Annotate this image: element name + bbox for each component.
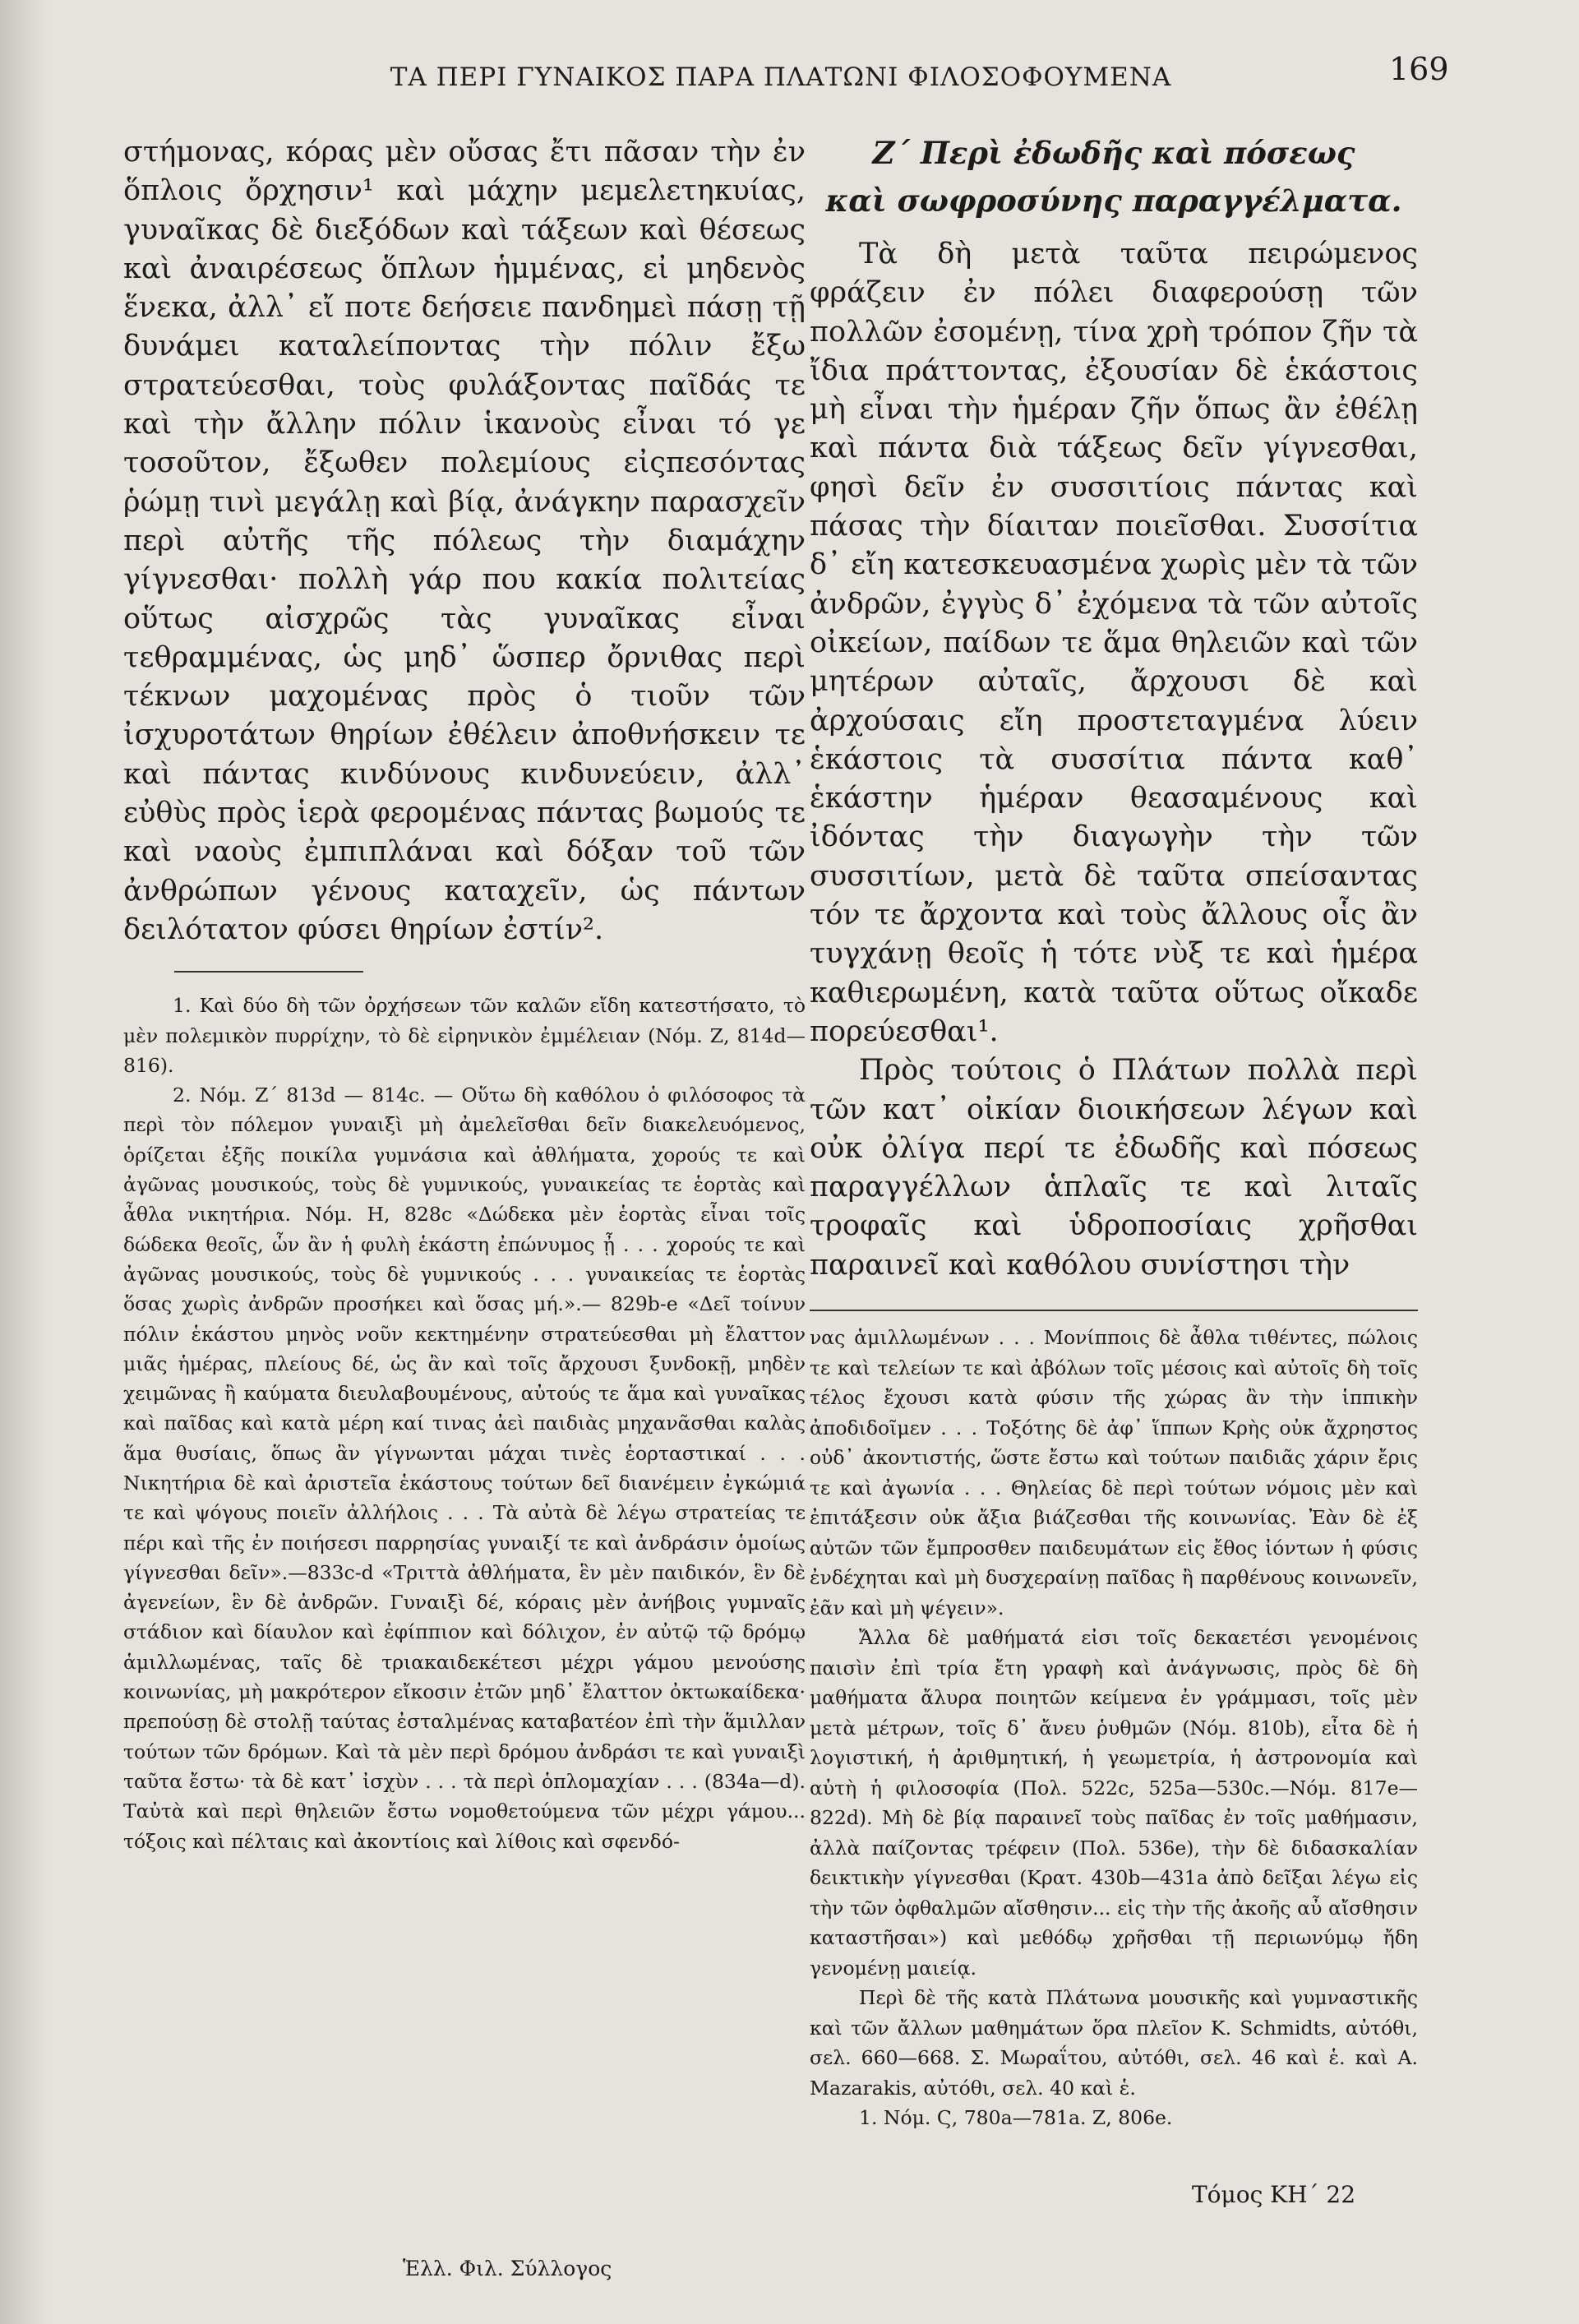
running-title: ΤΑ ΠΕΡΙ ΓΥΝΑΙΚΟΣ ΠΑΡΑ ΠΛΑΤΩΝΙ ΦΙΛΟΣΟΦΟΥΜΕΝΑ (390, 62, 1172, 92)
signature-mark: Ἑλλ. Φιλ. Σύλλογος (403, 2257, 612, 2280)
right-paragraph-1: Τὰ δὴ μετὰ ταῦτα πειρώμενος φράζειν ἐν πόλει διαφερούσῃ τῶν πολλῶν ἐσομένῃ, τίνα χρὴ τρόπον ζῆν τὰ ἴδια πράττοντας, ἐξουσίαν δὲ ἑκάστοις μὴ εἶναι τὴν ἡμέραν ζῆν ὅπως ἂν ἐθέλῃ καὶ πάντα διὰ τάξεως δεῖν γίγνεσθαι, φησὶ δεῖν ἐν συσσιτίοις πάντας καὶ πάσας τὴν δίαιταν ποιεῖσθαι. Συσσίτια δ᾽ εἴη κατεσκευασμένα χωρὶς μὲν τὰ τῶν ἀνδρῶν, ἐγγὺς δ᾽ ἐχόμενα τὰ τῶν αὐτοῖς οἰκείων, παίδων τε ἅμα θηλειῶν καὶ τῶν μητέρων αὐταῖς, ἄρχουσι δὲ καὶ ἀρχούσαις εἴη προστεταγμένα λύειν ἑκάστοις τὰ συσσίτια πάντα καθ᾽ ἑκάστην ἡμέραν θεασαμένους καὶ ἰδόντας τὴν διαγωγὴν τὴν τῶν συσσιτίων, μετὰ δὲ ταῦτα σπείσαντας τόν τε ἄρχοντα καὶ τοὺς ἄλλους οἷς ἂν τυγχάνῃ θεοῖς ἡ τότε νὺξ τε καὶ ἡμέρα καθιερωμένη, κατὰ ταῦτα οὕτως οἴκαδε πορεύεσθαι¹. (810, 238, 1418, 1048)
page-number: 169 (1389, 51, 1449, 87)
section-title-line-2: καὶ σωφροσύνης παραγγέλματα. (825, 183, 1402, 219)
scan-edge (0, 0, 49, 2324)
footnote-1: 1. Καὶ δύο δὴ τῶν ὀρχήσεων τῶν καλῶν εἴδη κατεστήσατο, τὸ μὲν πολεμικὸν πυρρίχην, τὸ δὲ εἰρηνικὸν ἐμμέλειαν (Νόμ. Ζ, 814d—816). (123, 994, 806, 1077)
volume-label: Τόμος ΚΗ΄ 22 (1192, 2181, 1356, 2208)
footnote-continuation: νας ἁμιλλωμένων . . . Μονίπποις δὲ ἆθλα τιθέντες, πώλοις τε καὶ τελείων τε καὶ ἀβόλων τοῖς μέσοις καὶ αὐτοῖς δὴ τοῖς τέλος ἔχουσι κατὰ φύσιν τῆς χώρας ἂν τὴν ἱππικὴν ἀποδιδοῖμεν . . . Τοξότης δὲ ἀφ᾽ ἵππων Κρὴς οὐκ ἄχρηστος οὐδ᾽ ἀκοντιστής, ὥστε ἔστω καὶ τούτων παιδιᾶς χάριν ἔρις τε καὶ ἀγωνία . . . Θηλείας δὲ περὶ τούτων νόμοις μὲν καὶ ἐπιτάξεσιν οὐκ ἄξια βιάζεσθαι τῆς κοινωνίας. Ἐὰν δὲ ἐξ αὐτῶν τῶν ἔμπροσθεν παιδευμάτων εἰς ἔθος ἰόντων ἡ φύσις ἐνδέχηται καὶ μὴ δυσχεραίνῃ παῖδας ἢ παρθένους κοινωνεῖν, ἐᾶν καὶ μὴ ψέγειν». (810, 1326, 1418, 1619)
footnote-paragraph-2: Ἄλλα δὲ μαθήματά εἰσι τοῖς δεκαετέσι γενομένοις παισὶν ἐπὶ τρία ἔτη γραφὴ καὶ ἀνάγνωσις, πρὸς δὲ δὴ μαθήματα ἄλυρα ποιητῶν κείμενα ἐν γράμμασι, τοῖς μὲν μετὰ μέτρων, τοῖς δ᾽ ἄνευ ῥυθμῶν (Νόμ. 810b), εἶτα δὲ ἡ λογιστική, ἡ ἀριθμητική, ἡ γεωμετρία, ἡ ἀστρονομία καὶ αὐτὴ ἡ φιλοσοφία (Πολ. 522c, 525a—530c.—Νόμ. 817e—822d). Μὴ δὲ βίᾳ παραινεῖ τοὺς παῖδας ἐν τοῖς μαθήμασιν, ἀλλὰ παίζοντας τρέφειν (Πολ. 536e), τὴν δὲ διδασκαλίαν δεικτικὴν γίγνεσθαι (Κρατ. 430b—431a ἀπὸ δεῖξαι λέγω εἰς τὴν τῶν ὀφθαλμῶν αἴσθησιν... εἰς τὴν τῆς ἀκοῆς αὖ αἴσθησιν καταστῆσαι») καὶ μεθόδῳ χρῆσθαι τῇ περιωνύμῳ ἤδη γενομένῃ μαιείᾳ. (810, 1626, 1418, 1980)
section-title-line-1: Ζ΄ Περὶ ἐδωδῆς καὶ πόσεως (872, 135, 1355, 171)
right-column (810, 133, 1418, 2133)
footnote-right-1: 1. Νόμ. Ϛ, 780a—781a. Ζ, 806e. (859, 2106, 1173, 2130)
footnote-rule-right (810, 1310, 1418, 1311)
right-paragraph-2: Πρὸς τούτοις ὁ Πλάτων πολλὰ περὶ τῶν κατ᾽ οἰκίαν διοικήσεων λέγων καὶ οὐκ ὀλίγα περί τε ἐδωδῆς καὶ πόσεως παραγγέλλων ἁπλαῖς τε καὶ λιταῖς τροφαῖς καὶ ὑδροποσίαις χρῆσθαι παραινεῖ καὶ καθόλου συνίστησι τὴν (810, 1054, 1418, 1282)
footnote-paragraph-3: Περὶ δὲ τῆς κατὰ Πλάτωνα μουσικῆς καὶ γυμναστικῆς καὶ τῶν ἄλλων μαθημάτων ὅρα πλεῖον K. Schmidts, αὐτόθι, σελ. 660—668. Σ. Μωραΐτου, αὐτόθι, σελ. 46 καὶ ἑ. καὶ Α. Mazarakis, αὐτόθι, σελ. 40 καὶ ἑ. (810, 1986, 1418, 2100)
footnote-2: 2. Νόμ. Ζ΄ 813d — 814c. — Οὕτω δὴ καθόλου ὁ φιλόσοφος τὰ περὶ τὸν πόλεμον γυναιξὶ μὴ ἀμελεῖσθαι δεῖν διακελευόμενος, ὁρίζεται ἐξῆς ποικίλα γυμνάσια καὶ ἀθλήματα, χορούς τε καὶ ἀγῶνας μουσικούς, τοὺς δὲ γυμνικούς, γυναικείας τε ἑορτὰς καὶ ἆθλα νικητήρια. Νόμ. Η, 828c «Δώδεκα μὲν ἑορτὰς εἶναι τοῖς δώδεκα θεοῖς, ὧν ἂν ἡ φυλὴ ἑκάστη ἐπώνυμος ᾖ . . . χορούς τε καὶ ἀγῶνας μουσικούς, τοὺς δὲ γυμνικούς . . . γυναικείας τε ἑορτὰς ὅσας χωρὶς ἀνδρῶν προσήκει καὶ ὅσας μή.».— 829b-e «Δεῖ τοίνυν πόλιν ἑκάστου μηνὸς νοῦν κεκτημένην στρατεύεσθαι μὴ ἔλαττον μιᾶς ἡμέρας, πλείους δέ, ὡς ἂν καὶ τοῖς ἄρχουσι ξυνδοκῇ, μηδὲν χειμῶνας ἢ καύματα διευλαβουμένους, αὐτούς τε ἅμα καὶ γυναῖκας καὶ παῖδας καὶ κατὰ μέρη καί τινας ἀεὶ παιδιὰς μηχανᾶσθαι καλὰς ἅμα θυσίαις, ὅπως ἂν γίγνωνται μάχαι τινὲς ἑορταστικαί . . . Νικητήρια δὲ καὶ ἀριστεῖα ἑκάστους τούτων δεῖ διανέμειν ἐγκώμιά τε καὶ ψόγους ποιεῖν ἀλλήλοις . . . Τὰ αὐτὰ δὲ λέγω στρατείας τε πέρι καὶ τῆς ἐν ποιήσεσι παρρησίας γυναιξί τε καὶ ἀνδράσιν ὁμοίως γίγνεσθαι δεῖν».—833c-d «Τριττὰ ἀθλήματα, ἓν μὲν παιδικόν, ἓν δὲ ἀγενείων, ἓν δὲ ἀνδρῶν. Γυναιξὶ δέ, κόραις μὲν ἀνήβοις γυμναῖς στάδιον καὶ δίαυλον καὶ ἐφίππιον καὶ δόλιχον, ἐν αὐτῷ τῷ δρόμῳ ἁμιλλωμένας, ταῖς δὲ τριακαιδεκέτεσι μέχρι γάμου μενούσης κοινωνίας, μὴ μακρότερον εἴκοσιν ἐτῶν μηδ᾽ ἔλαττον ὀκτωκαίδεκα· πρεπούσῃ δὲ στολῇ ταύτας ἐσταλμένας καταβατέον ἐπὶ τὴν ἅμιλλαν τούτων τῶν δρόμων. Καὶ τὰ μὲν περὶ δρόμου ἀνδράσι τε καὶ γυναιξὶ ταῦτα ἔστω· τὰ δὲ κατ᾽ ἰσχὺν . . . τὰ περὶ ὁπλομαχίαν . . . (834a—d). Ταὐτὰ καὶ περὶ θηλειῶν ἔστω νομοθετούμενα τῶν μέχρι γάμου... τόξοις καὶ πέλταις καὶ ἀκοντίοις καὶ λίθοις καὶ σφενδό- (123, 1083, 806, 1853)
left-body-text: στήμονας, κόρας μὲν οὔσας ἔτι πᾶσαν τὴν ἐν ὅπλοις ὄρχησιν¹ καὶ μάχην μεμελετηκυίας, γυναῖκας δὲ διεξόδων καὶ τάξεων καὶ θέσεως καὶ ἀναιρέσεως ὅπλων ἡμμένας, εἰ μηδενὸς ἕνεκα, ἀλλ᾽ εἴ ποτε δεήσειε πανδημεὶ πάσῃ τῇ δυνάμει καταλείποντας τὴν πόλιν ἔξω στρατεύεσθαι, τοὺς φυλάξοντας παῖδάς τε καὶ τὴν ἄλλην πόλιν ἱκανοὺς εἶναι τό γε τοσοῦτον, ἔξωθεν πολεμίους εἰςπεσόντας ῥώμῃ τινὶ μεγάλῃ καὶ βίᾳ, ἀνάγκην παρασχεῖν περὶ αὐτῆς τῆς πόλεως τὴν διαμάχην γίγνεσθαι· πολλὴ γάρ που κακία πολιτείας οὕτως αἰσχρῶς τὰς γυναῖκας εἶναι τεθραμμένας, ὡς μηδ᾽ ὥσπερ ὄρνιθας περὶ τέκνων μαχομένας πρὸς ὁ τιοῦν τῶν ἰσχυροτάτων θηρίων ἐθέλειν ἀποθνήσκειν τε καὶ πάντας κινδύνους κινδυνεύειν, ἀλλ᾽ εὐθὺς πρὸς ἱερὰ φερομένας πάντας βωμούς τε καὶ ναοὺς ἐμπιπλάναι καὶ δόξαν τοῦ τῶν ἀνθρώπων γένους καταχεῖν, ὡς πάντων δειλότατον φύσει θηρίων ἐστίν². (123, 136, 806, 946)
footnote-rule (174, 971, 363, 973)
left-column (123, 133, 806, 1856)
